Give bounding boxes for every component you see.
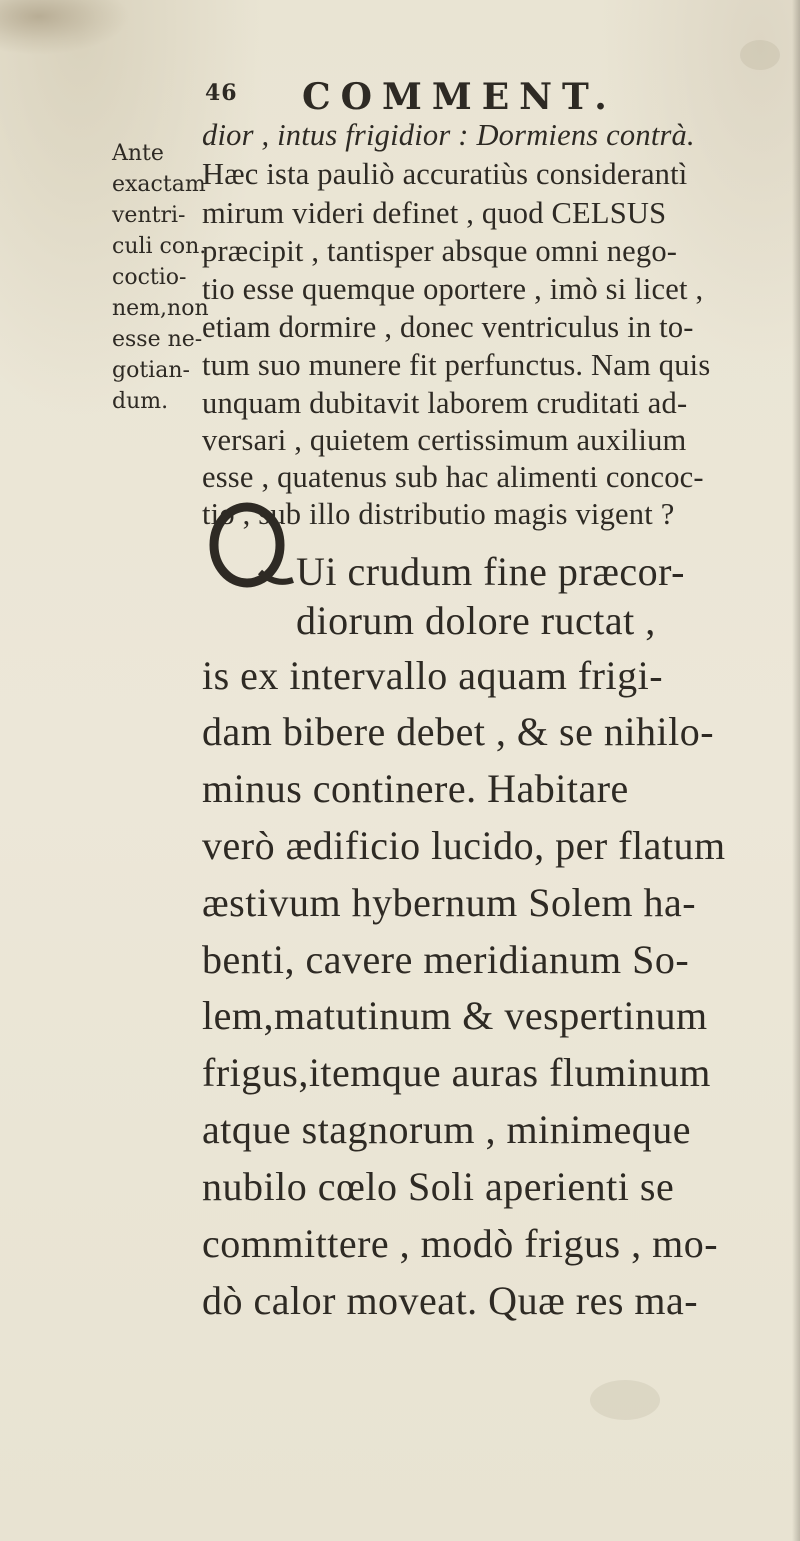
marginal-note-line: dum. — [112, 389, 169, 414]
text-line: is ex intervallo aquam frigi- — [202, 653, 664, 698]
text-line: dò calor moveat. Quæ res ma- — [202, 1278, 699, 1323]
paper-stain — [0, 0, 130, 55]
text-line: Hæc ista pauliò accuratiùs considerantì — [202, 157, 688, 191]
page-number: 46 — [205, 80, 238, 106]
marginal-note-line: coctio- — [112, 265, 187, 290]
paper-stain — [740, 40, 780, 70]
text-line: dam bibere debet , & se nihilo- — [202, 709, 715, 754]
text-line: lem,matutinum & vespertinum — [202, 993, 708, 1038]
marginal-note-line: gotian- — [112, 358, 190, 383]
page-edge-shadow — [792, 0, 800, 1541]
marginal-note-line: culi con. — [112, 234, 207, 259]
marginal-note-line: esse ne- — [112, 327, 203, 352]
text-line: tio esse quemque oportere , imò si licet , — [202, 272, 704, 306]
text-line: æstivum hybernum Solem ha- — [202, 880, 697, 925]
text-line: versari , quietem certissimum auxilium — [202, 423, 687, 457]
marginal-note — [112, 138, 209, 417]
text-line: committere , modò frigus , mo- — [202, 1221, 719, 1266]
initial-bowl — [214, 507, 280, 583]
marginal-note-line: nem,non — [112, 296, 209, 321]
marginal-note-line: exactam — [112, 172, 206, 197]
paper-stain — [590, 1380, 660, 1420]
text-line: Ui crudum fine præcor- — [296, 549, 685, 594]
ornamental-initial — [205, 500, 295, 590]
text-line: atque stagnorum , minimeque — [202, 1107, 691, 1152]
text-line: tio , sub illo distributio magis vigent ? — [202, 497, 675, 531]
text-line: tum suo munere fit perfunctus. Nam quis — [202, 348, 711, 382]
text-line: dior , intus frigidior : Dormiens contrà. — [202, 118, 695, 152]
text-line: verò ædificio lucido, per flatum — [202, 823, 726, 868]
initial-letter: Q — [246, 558, 248, 559]
text-line: benti, cavere meridianum So- — [202, 937, 690, 982]
text-line: frigus,itemque auras fluminum — [202, 1050, 711, 1095]
text-line: mirum videri definet , quod CELSUS — [202, 196, 667, 230]
marginal-note-line: ventri- — [112, 203, 186, 228]
marginal-note-line: Ante — [112, 141, 164, 166]
running-title: COMMENT. — [302, 76, 617, 118]
text-line: esse , quatenus sub hac alimenti concoc- — [202, 460, 704, 494]
text-line: diorum dolore ructat , — [296, 598, 656, 643]
text-line: etiam dormire , donec ventriculus in to- — [202, 310, 694, 344]
text-line: minus continere. Habitare — [202, 766, 629, 811]
text-line: nubilo cœlo Soli aperienti se — [202, 1164, 675, 1209]
text-line: præcipit , tantisper absque omni nego- — [202, 234, 678, 268]
text-line: unquam dubitavit laborem cruditati ad- — [202, 386, 688, 420]
